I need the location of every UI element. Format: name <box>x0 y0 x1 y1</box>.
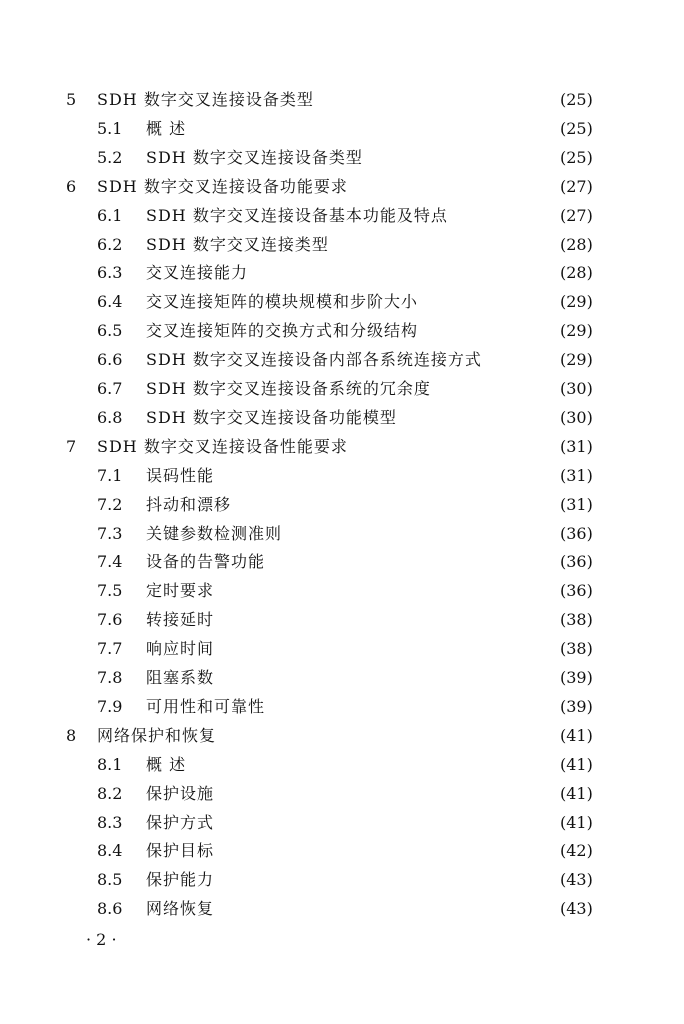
dot-leader <box>192 751 556 779</box>
toc-entry-number: 8.4 <box>97 841 123 861</box>
dot-leader <box>437 375 556 403</box>
toc-entry-title: 概 述 <box>146 754 187 774</box>
toc-entry <box>97 202 612 230</box>
toc-entry-title: 保护设施 <box>146 783 215 803</box>
toc-entry <box>97 664 612 692</box>
toc-entry-page: (38) <box>560 639 593 659</box>
dot-leader <box>220 866 556 894</box>
toc-entry <box>97 259 612 287</box>
dot-leader <box>288 520 556 548</box>
toc-entry <box>97 635 612 663</box>
toc-entry-page: (28) <box>560 263 593 283</box>
dot-leader <box>271 548 556 576</box>
toc-entry-number: 6.6 <box>97 350 123 370</box>
toc-entry-number: 5.2 <box>97 147 123 167</box>
toc-entry-number: 5.1 <box>97 118 123 138</box>
toc-entry-title: 误码性能 <box>146 465 215 485</box>
toc-entry-number: 6.2 <box>97 234 123 254</box>
dot-leader <box>237 491 556 519</box>
dot-leader <box>220 606 556 634</box>
toc-entry-title: SDH 数字交叉连接设备内部各系统连接方式 <box>146 350 482 370</box>
toc-entry-number: 7.9 <box>97 696 123 716</box>
toc-entry-title: SDH 数字交叉连接设备功能要求 <box>97 176 348 196</box>
toc-entry <box>97 548 612 576</box>
toc-entry-title: 设备的告警功能 <box>146 552 266 572</box>
toc-entry-number: 6.8 <box>97 407 123 427</box>
toc-entry <box>97 144 612 172</box>
toc-entry-page: (41) <box>560 725 593 745</box>
dot-leader <box>254 259 556 287</box>
toc-entry-page: (43) <box>560 899 593 919</box>
toc-entry <box>66 173 612 201</box>
dot-leader <box>220 809 556 837</box>
dot-leader <box>488 346 556 374</box>
page-number: · 2 · <box>86 930 117 949</box>
toc-entry-number: 6.3 <box>97 263 123 283</box>
toc-entry-number: 6 <box>66 176 77 196</box>
toc-entry-title: SDH 数字交叉连接设备类型 <box>97 90 314 109</box>
toc-entry-page: (29) <box>560 350 593 370</box>
toc-entry-page: (41) <box>560 812 593 832</box>
toc-entry-title: 保护目标 <box>146 841 215 861</box>
toc-entry-page: (29) <box>560 321 593 341</box>
dot-leader <box>403 404 556 432</box>
toc-entry-number: 6.1 <box>97 205 123 225</box>
toc-entry-title: 转接延时 <box>146 610 215 630</box>
toc-entry-number: 8.2 <box>97 783 123 803</box>
toc-entry <box>97 577 612 605</box>
dot-leader <box>220 635 556 663</box>
toc-entry-number: 7.3 <box>97 523 123 543</box>
dot-leader <box>454 202 556 230</box>
toc-entry-number: 8.3 <box>97 812 123 832</box>
toc-entry <box>97 780 612 808</box>
dot-leader <box>220 837 556 865</box>
dot-leader <box>220 895 556 923</box>
toc-entry <box>97 520 612 548</box>
toc-entry-page: (39) <box>560 696 593 716</box>
toc-entry <box>97 288 612 316</box>
toc-entry-number: 7 <box>66 436 77 456</box>
toc-entry-page: (25) <box>560 118 593 138</box>
toc-entry <box>97 231 612 259</box>
toc-entry-page: (30) <box>560 379 593 398</box>
toc-entry-title: 阻塞系数 <box>146 668 215 687</box>
toc-entry-page: (39) <box>560 668 593 687</box>
toc-entry-number: 7.4 <box>97 552 123 572</box>
toc-entry <box>97 606 612 634</box>
dot-leader <box>220 780 556 808</box>
toc-entry-page: (41) <box>560 754 593 774</box>
toc-entry <box>97 346 612 374</box>
toc-entry-number: 7.6 <box>97 610 123 630</box>
toc-entry-number: 6.5 <box>97 321 123 341</box>
toc-entry <box>97 462 612 490</box>
toc-entry-number: 8 <box>66 725 77 745</box>
toc-entry-title: 定时要求 <box>146 581 215 601</box>
toc-entry-number: 7.8 <box>97 668 123 687</box>
toc-entry-title: 网络恢复 <box>146 899 215 919</box>
toc-entry-title: 网络保护和恢复 <box>97 725 217 745</box>
toc-entry <box>97 317 612 345</box>
toc-entry-number: 7.1 <box>97 465 123 485</box>
toc-entry-number: 7.7 <box>97 639 123 659</box>
toc-entry <box>97 751 612 779</box>
toc-entry-title: 响应时间 <box>146 639 215 659</box>
dot-leader <box>354 173 556 201</box>
toc-entry-page: (28) <box>560 234 593 254</box>
toc-entry-page: (27) <box>560 176 593 196</box>
toc-entry <box>97 375 612 403</box>
dot-leader <box>222 722 556 750</box>
toc-entry-number: 5 <box>66 90 77 109</box>
dot-leader <box>320 86 556 114</box>
toc-entry <box>97 115 612 143</box>
toc-entry-number: 6.7 <box>97 379 123 398</box>
toc-entry <box>97 404 612 432</box>
toc-entry <box>66 433 612 461</box>
toc-entry-page: (36) <box>560 581 593 601</box>
toc-entry-page: (36) <box>560 523 593 543</box>
toc-entry-title: 交叉连接矩阵的模块规模和步阶大小 <box>146 292 419 312</box>
toc-entry <box>97 491 612 519</box>
toc-entry-page: (31) <box>560 436 593 456</box>
toc-entry-title: 交叉连接能力 <box>146 263 249 283</box>
toc-entry-title: SDH 数字交叉连接设备基本功能及特点 <box>146 205 448 225</box>
toc-entry-title: 保护方式 <box>146 812 215 832</box>
toc-entry-title: SDH 数字交叉连接类型 <box>146 234 329 254</box>
dot-leader <box>424 288 556 316</box>
toc-entry <box>97 809 612 837</box>
toc-entry-title: SDH 数字交叉连接设备性能要求 <box>97 436 348 456</box>
dot-leader <box>220 577 556 605</box>
toc-entry-title: 可用性和可靠性 <box>146 696 266 716</box>
toc-entry-page: (42) <box>560 841 593 861</box>
toc-entry-title: 抖动和漂移 <box>146 494 232 514</box>
dot-leader <box>335 231 556 259</box>
toc-entry-number: 8.1 <box>97 754 123 774</box>
toc-entry <box>66 86 612 114</box>
toc-entry <box>97 895 612 923</box>
toc-entry-number: 6.4 <box>97 292 123 312</box>
toc-entry <box>97 693 612 721</box>
toc-entry-title: 概 述 <box>146 118 187 138</box>
dot-leader <box>220 664 556 692</box>
toc-entry-title: SDH 数字交叉连接设备系统的冗余度 <box>146 379 431 398</box>
dot-leader <box>369 144 556 172</box>
toc-entry-page: (43) <box>560 870 593 890</box>
toc-entry-page: (31) <box>560 465 593 485</box>
dot-leader <box>220 462 556 490</box>
toc-entry <box>97 837 612 865</box>
toc-entry-page: (36) <box>560 552 593 572</box>
toc-entry-number: 7.5 <box>97 581 123 601</box>
toc-entry-number: 8.6 <box>97 899 123 919</box>
dot-leader <box>354 433 556 461</box>
toc-entry <box>66 722 612 750</box>
toc-entry-page: (29) <box>560 292 593 312</box>
toc-entry-page: (38) <box>560 610 593 630</box>
toc-entry-page: (31) <box>560 494 593 514</box>
toc-entry-page: (30) <box>560 407 593 427</box>
dot-leader <box>424 317 556 345</box>
toc-entry-title: 保护能力 <box>146 870 215 890</box>
toc-entry-number: 8.5 <box>97 870 123 890</box>
toc-entry-title: 交叉连接矩阵的交换方式和分级结构 <box>146 321 419 341</box>
toc-entry-number: 7.2 <box>97 494 123 514</box>
toc-entry-page: (25) <box>560 147 593 167</box>
toc-entry-page: (41) <box>560 783 593 803</box>
toc-entry <box>97 866 612 894</box>
dot-leader <box>271 693 556 721</box>
toc-entry-page: (25) <box>560 90 593 109</box>
dot-leader <box>192 115 556 143</box>
toc-entry-page: (27) <box>560 205 593 225</box>
toc-entry-title: 关键参数检测准则 <box>146 523 283 543</box>
toc-entry-title: SDH 数字交叉连接设备功能模型 <box>146 407 397 427</box>
toc-entry-title: SDH 数字交叉连接设备类型 <box>146 147 363 167</box>
